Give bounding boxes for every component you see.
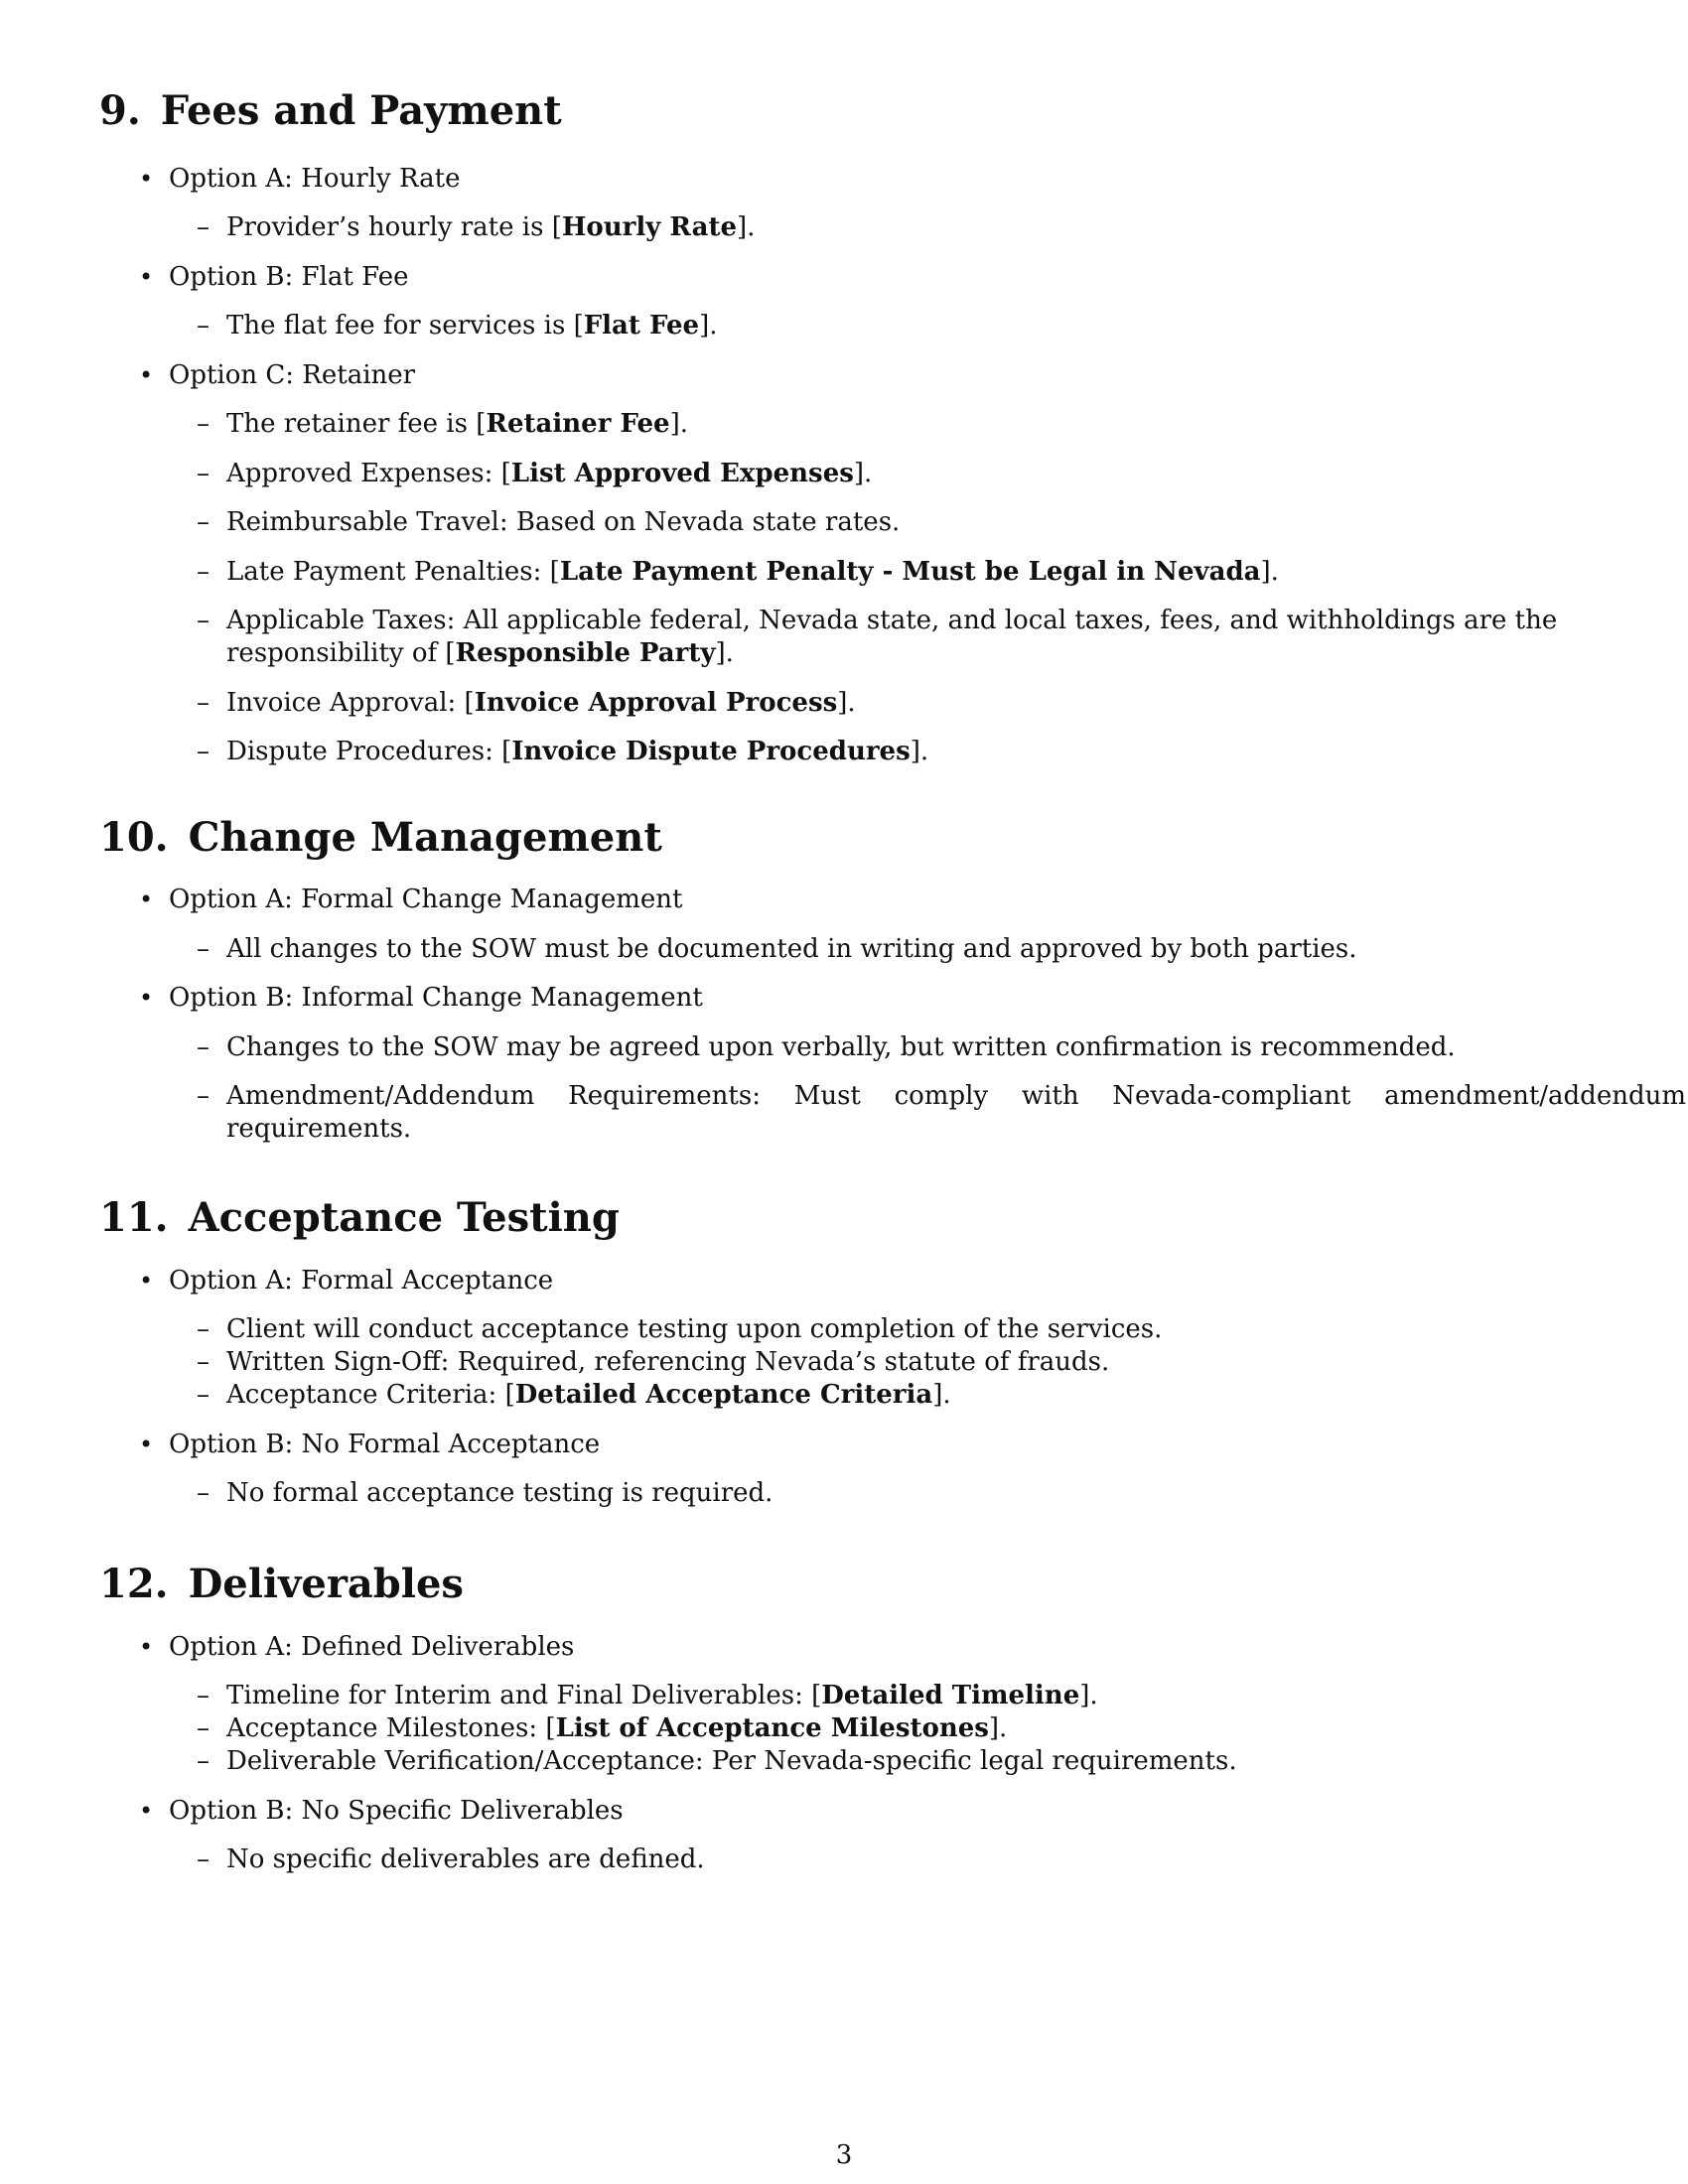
dash-icon: – [197,606,210,635]
sub-item: – Invoice Approval: [Invoice Approval Process]. [197,688,856,718]
sub-item: – All changes to the SOW must be documented in writing and approved by both parties. [197,934,1357,964]
bullet-icon: • [139,886,154,913]
sub-item: – Changes to the SOW may be agreed upon verbally, but written confirmation is recommended. [197,1032,1456,1062]
section-title: Acceptance Testing [188,1194,620,1241]
dash-icon: – [197,557,210,587]
sub-item: – The flat fee for services is [Flat Fee]. [197,311,718,341]
sub-item: – Deliverable Verification/Acceptance: Per Nevada-specific legal requirements. [197,1746,1237,1776]
section-heading [99,1194,1589,1241]
dash-icon: – [197,1746,210,1776]
section-number: 11. [99,1194,169,1241]
sub-item: – Applicable Taxes: All applicable federal, Nevada state, and local taxes, fees, and withholdings are the responsibility of [Responsible Party]. [197,606,1558,668]
bullet-icon: • [139,1797,154,1825]
section-acceptance-testing: 11. Acceptance Testing • Option A: Formal Acceptance – Client will conduct acceptance testing upon completion of the services. – Written Sign-Off: Required, referencing Nevada’s statute of frauds. – Acceptance Criteria: [Detailed Acceptance Criteria]. • Option B: No Formal Acceptance – No formal acceptance testing is required. [99,1198,1589,1238]
section-number: 9. [99,87,141,134]
sub-item: – Written Sign-Off: Required, referencing Nevada’s statute of frauds. [197,1347,1110,1377]
sub-item: – Client will conduct acceptance testing upon completion of the services. [197,1314,1163,1344]
sub-item: – Provider’s hourly rate is [Hourly Rate]. [197,212,756,242]
bullet-icon: • [139,1431,154,1458]
dash-icon: – [197,1681,210,1710]
dash-icon: – [197,1844,210,1874]
section-heading [99,1561,1589,1607]
dash-icon: – [197,409,210,439]
dash-icon: – [197,1478,210,1508]
dash-icon: – [197,212,210,242]
dash-icon: – [197,1032,210,1062]
sub-item: – Acceptance Criteria: [Detailed Acceptance Criteria]. [197,1380,951,1410]
sub-item: – Timeline for Interim and Final Deliverables: [Detailed Timeline]. [197,1681,1098,1710]
section-number: 10. [99,814,169,861]
dash-icon: – [197,688,210,718]
section-heading [99,87,1589,134]
sub-item: – Dispute Procedures: [Invoice Dispute Procedures]. [197,737,929,766]
sub-item: – No specific deliverables are defined. [197,1844,705,1874]
sub-item: – Reimbursable Travel: Based on Nevada state rates. [197,507,901,537]
bullet-icon: • [139,1633,154,1661]
dash-icon: – [197,1314,210,1344]
bullet-icon: • [139,165,154,193]
sub-item: – Amendment/Addendum Requirements: Must comply with Nevada-compliant amendment/addendum requirements. [197,1081,1686,1144]
sub-item: – Approved Expenses: [List Approved Expenses]. [197,459,873,488]
dash-icon: – [197,1347,210,1377]
dash-icon: – [197,1713,210,1743]
section-fees-and-payment: 9. Fees and Payment • Option A: Hourly Rate – Provider’s hourly rate is [Hourly Rate]. • Option B: Flat Fee – The flat fee for services is [Flat Fee]. • Option C: Retainer – The retainer fee is [Retainer Fee]. – Approved Expenses: [List Approved Expenses]. – Reimbursable Travel: Based on Nevada state rates. – Late Payment Penalties: [Late Payment Penalty - Must be Legal in Nevada]. – Applicable Taxes: All applicable federal, Nevada state, and local taxes, fees, and withholdings are the responsibility of [Responsible Party]. – Invoice Approval: [Invoice Approval Process]. – Dispute Procedures: [Invoice Dispute Procedures]. [99,91,1589,131]
bullet-icon: • [139,361,154,389]
section-deliverables: 12. Deliverables • Option A: Defined Deliverables – Timeline for Interim and Final Deliverables: [Detailed Timeline]. – Acceptance Milestones: [List of Acceptance Milestones]. – Deliverable Verification/Acceptance: Per Nevada-specific legal requirements. • Option B: No Specific Deliverables – No specific deliverables are defined. [99,1565,1589,1604]
section-title: Deliverables [188,1561,464,1607]
bullet-icon: • [139,1267,154,1295]
dash-icon: – [197,1081,210,1111]
bullet-icon: • [139,984,154,1012]
page-number: 3 [835,2140,853,2170]
section-title: Change Management [188,814,662,861]
sub-item: – The retainer fee is [Retainer Fee]. [197,409,688,439]
bullet-icon: • [139,263,154,291]
dash-icon: – [197,934,210,964]
dash-icon: – [197,1380,210,1410]
sub-item: – No formal acceptance testing is required. [197,1478,774,1508]
sub-item: – Late Payment Penalties: [Late Payment Penalty - Must be Legal in Nevada]. [197,557,1279,587]
dash-icon: – [197,311,210,341]
dash-icon: – [197,507,210,537]
dash-icon: – [197,737,210,766]
section-change-management: 10. Change Management • Option A: Formal Change Management – All changes to the SOW must be documented in writing and approved by both parties. • Option B: Informal Change Management – Changes to the SOW may be agreed upon verbally, but written confirmation is recommended. – Amendment/Addendum Requirements: Must comply with Nevada-compliant amendment/addendum requirements. [99,814,1686,1144]
section-title: Fees and Payment [160,87,562,134]
dash-icon: – [197,459,210,488]
section-number: 12. [99,1561,169,1607]
sub-item: – Acceptance Milestones: [List of Acceptance Milestones]. [197,1713,1008,1743]
